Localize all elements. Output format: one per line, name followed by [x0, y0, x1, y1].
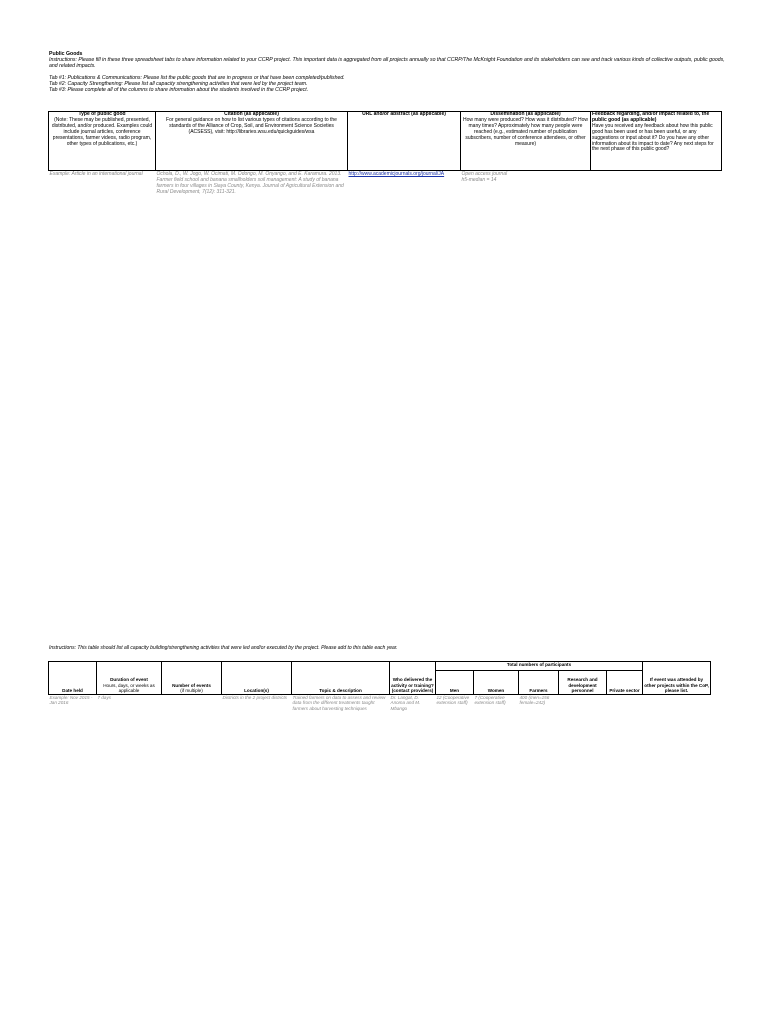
capacity-instructions: Instructions: This table should list all capacity building/strengthening activities that were led and/or executed by the project. Please add to this table each year.	[49, 645, 398, 651]
example-farmers-cell[interactable]: 400 (men=156 female=242)	[519, 695, 550, 706]
example-url-cell[interactable]	[348, 171, 461, 196]
header-date[interactable]: Date held	[49, 662, 97, 695]
header-duration[interactable]: Duration of event Hours, days, or weeks as applicable	[97, 662, 162, 695]
header-research-personnel[interactable]: Research and development personnel	[559, 671, 607, 695]
table-row	[49, 695, 711, 711]
header-other-projects[interactable]: If event was attended by other projects within the CoP, please list.	[643, 662, 711, 695]
example-citation-cell[interactable]: Ochola, D., W. Jogo, W. Ocimati, M. Odongo, M. Onyango, and E. Karamura. 2013. Farmer field school and banana smallholders soil management: A study of banana farmers in four villages in Siaya County, Kenya. Journal of Agricultural Extension and Rural Development, 7(12): 311-321.	[156, 171, 344, 195]
header-topic[interactable]: Topic & description	[292, 662, 390, 695]
table-header-row	[49, 112, 722, 171]
tab-descriptions	[49, 75, 729, 93]
header-delivered-by[interactable]: Who delivered the activity or training? (contact providers)	[390, 662, 436, 695]
header-url[interactable]: URL and/or abstract (as applicable)	[348, 112, 461, 171]
header-feedback[interactable]: Feedback regarding, and/or impact related to, the public good (as applicable) Have you received any feedback about how this public good has been used or has been useful, or any suggestions or input about it? Do you have any other information about its impact to date? Any next steps for the next phase of this public good?	[591, 112, 722, 171]
example-feedback-cell[interactable]	[591, 171, 722, 196]
instructions-text: Instructions: Please fill in these three spreadsheet tabs to share information related to your CCRP project. This important data is aggregated from all projects annually so that CCRP/The McKnight Foundation and its stakeholders can see and track various kinds of collective outputs, public goods, and related impacts.	[49, 57, 725, 69]
public-goods-intro	[49, 51, 729, 93]
header-farmers[interactable]: Farmers	[519, 671, 559, 695]
table-group-row	[49, 662, 711, 671]
example-duration-cell[interactable]: 7 days	[97, 695, 112, 700]
tab2-description: Tab #2: Capacity Strengthening: Please list all capacity strengthening activities that were led by the project team.	[49, 81, 308, 87]
header-dissemination[interactable]: Dissemination (as applicable) How many were produced? How was it distributed? How many times? Approximately how many people were reached (e.g., estimated number of publication subscribers, number of conference attendees, or other measure)	[461, 112, 591, 171]
header-type[interactable]: Type of public good (Note: These may be published, presented, distributed, and/or produced. Examples could include journal articles, conference presentations, farmer videos, radio program, other types of publications, etc.)	[49, 112, 156, 171]
page-title: Public Goods	[49, 51, 83, 57]
header-locations[interactable]: Location(s)	[222, 662, 292, 695]
example-men-cell[interactable]: 12 (Cooperative extension staff)	[436, 695, 470, 706]
header-number-events[interactable]: Number of events (if multiple)	[162, 662, 222, 695]
example-research-cell[interactable]	[559, 695, 607, 711]
example-dissemination-cell[interactable]: Open access journal h5-median = 14	[461, 171, 508, 183]
header-private-sector[interactable]: Private sector	[607, 671, 643, 695]
example-url-link[interactable]: http://www.academicjournals.org/journal/JA	[348, 171, 445, 177]
header-women[interactable]: Women	[474, 671, 519, 695]
example-type-cell[interactable]: Example: Article in an international journal	[49, 171, 143, 177]
example-date-cell[interactable]: Example: Nov 2015 - Jan 2016	[49, 695, 93, 706]
tab1-description: Tab #1: Publications & Communications: Please list the public goods that are in progress or that have been completed/published.	[49, 75, 345, 81]
example-location-cell[interactable]: Districts in the 2 project districts	[222, 695, 288, 700]
example-private-cell[interactable]	[607, 695, 643, 711]
capacity-table	[48, 661, 711, 711]
example-other-projects-cell[interactable]	[643, 695, 711, 711]
table-row	[49, 171, 722, 196]
public-goods-table	[48, 111, 722, 196]
example-women-cell[interactable]: 7 (Cooperative extension staff)	[474, 695, 506, 706]
header-total-participants[interactable]: Total numbers of participants	[436, 662, 643, 671]
tab3-description: Tab #3: Please complete all of the columns to share information about the students involved in the CCRP project.	[49, 87, 309, 93]
header-men[interactable]: Men	[436, 671, 474, 695]
header-citation[interactable]: Citation (as applicable) For general guidance on how to list various types of citations according to the standards of the Alliance of Crop, Soil, and Environment Science Societies (ACSESS), visit: http://libraries.wsu.edu/quickguides/wsa	[156, 112, 348, 171]
example-number-cell[interactable]	[162, 695, 222, 711]
example-delivered-cell[interactable]: Dr. Langat, D. Anoma and M. Mbango	[390, 695, 421, 711]
example-topic-cell[interactable]: Trained farmers on data to assess and review data from the different treatments taught farmers about harvesting techniques	[292, 695, 386, 711]
